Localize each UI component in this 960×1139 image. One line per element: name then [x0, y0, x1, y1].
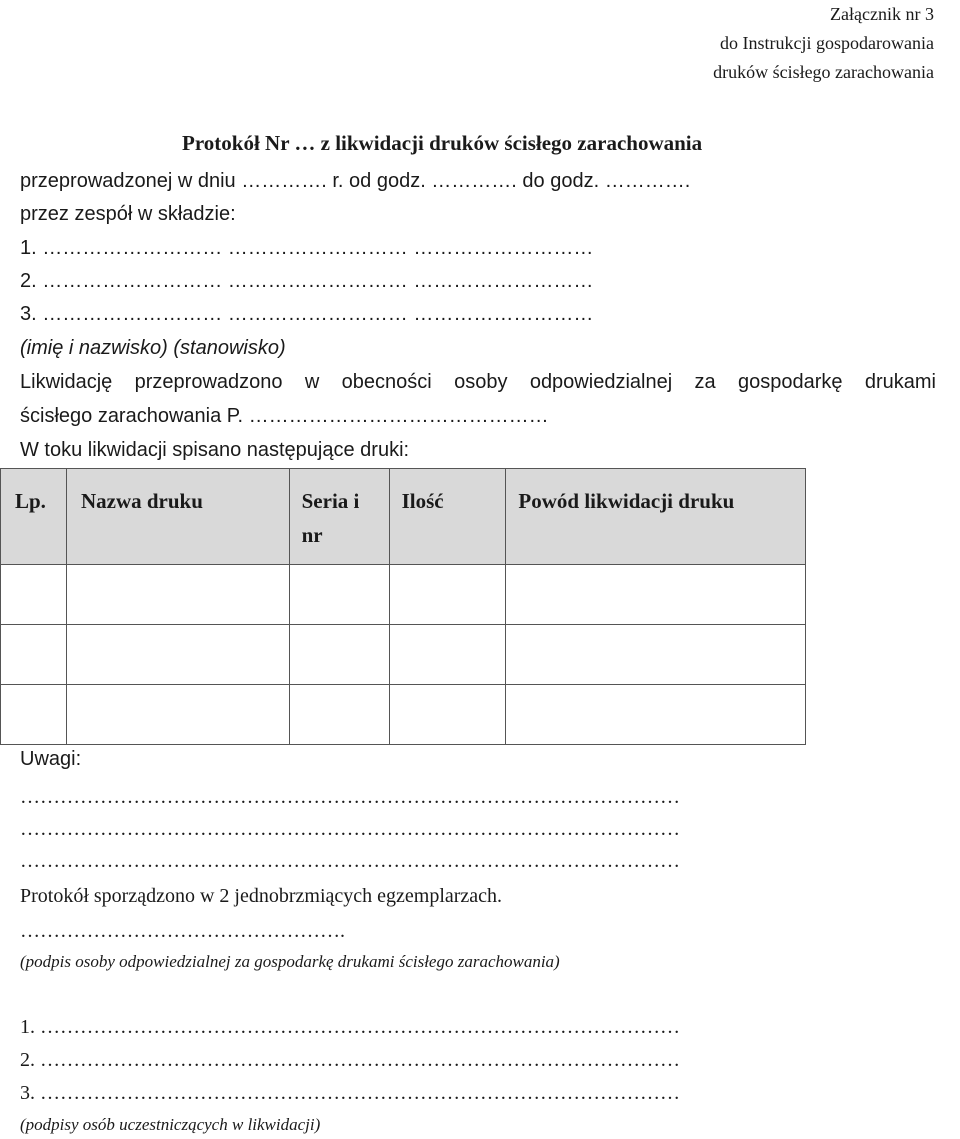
table-row [1, 565, 806, 625]
members-caption: (imię i nazwisko) (stanowisko) [20, 337, 286, 359]
team-member-3: 3. ……………………… ……………………… ……………………… [20, 303, 594, 325]
table-cell[interactable] [389, 625, 506, 685]
header-print-name: Nazwa druku [66, 469, 289, 565]
annex-line-2: do Instrukcji gospodarowania [720, 33, 934, 53]
team-line: przez zespół w składzie: [20, 203, 236, 225]
table-row [1, 625, 806, 685]
remarks-line-3[interactable]: ……………………………………………………………………………………… [20, 850, 680, 872]
table-cell[interactable] [1, 565, 67, 625]
remarks-line-2[interactable]: ……………………………………………………………………………………… [20, 818, 680, 840]
annex-header [713, 0, 934, 87]
remarks-line-1[interactable]: ……………………………………………………………………………………… [20, 786, 680, 808]
protocol-title: Protokół Nr … z likwidacji druków ścisłego zarachowania [182, 131, 703, 155]
table-cell[interactable] [1, 625, 67, 685]
table-cell[interactable] [506, 685, 806, 745]
participant-signature-2[interactable]: 2. …………………………………………………………………………………… [20, 1049, 680, 1071]
team-member-1: 1. ……………………… ……………………… ……………………… [20, 237, 594, 259]
header-quantity: Ilość [389, 469, 506, 565]
annex-line-1: Załącznik nr 3 [830, 4, 934, 24]
table-row [1, 685, 806, 745]
table-cell[interactable] [289, 565, 389, 625]
copies-line: Protokół sporządzono w 2 jednobrzmiących egzemplarzach. [20, 885, 503, 907]
list-intro: W toku likwidacji spisano następujące druki: [20, 439, 410, 461]
prints-table [0, 468, 806, 745]
presence-line-2: ścisłego zarachowania P. ……………………………………… [20, 405, 549, 427]
header-lp: Lp. [1, 469, 67, 565]
table-cell[interactable] [66, 565, 289, 625]
table-cell[interactable] [506, 565, 806, 625]
table-cell[interactable] [389, 685, 506, 745]
table-cell[interactable] [66, 625, 289, 685]
participants-caption: (podpisy osób uczestniczących w likwidacji) [20, 1115, 321, 1134]
date-line: przeprowadzonej w dniu …………. r. od godz. …………. do godz. …………. [20, 170, 691, 192]
table-cell[interactable] [66, 685, 289, 745]
header-series-number: Seria i nr [289, 469, 389, 565]
annex-line-3: druków ścisłego zarachowania [713, 62, 934, 82]
table-cell[interactable] [289, 685, 389, 745]
header-reason: Powód likwidacji druku [506, 469, 806, 565]
remarks-label: Uwagi: [20, 748, 82, 770]
table-cell[interactable] [289, 625, 389, 685]
presence-line-1: Likwidację przeprowadzono w obecności osoby odpowiedzialnej za gospodarkę drukami [20, 371, 936, 393]
table-cell[interactable] [1, 685, 67, 745]
signature-line[interactable]: …………………………………………. [20, 920, 345, 942]
participant-signature-3[interactable]: 3. …………………………………………………………………………………… [20, 1082, 680, 1104]
team-member-2: 2. ……………………… ……………………… ……………………… [20, 270, 594, 292]
table-header-row [1, 469, 806, 565]
signature-caption: (podpis osoby odpowiedzialnej za gospodarkę drukami ścisłego zarachowania) [20, 952, 560, 971]
table-cell[interactable] [389, 565, 506, 625]
participant-signature-1[interactable]: 1. …………………………………………………………………………………… [20, 1016, 680, 1038]
table-cell[interactable] [506, 625, 806, 685]
